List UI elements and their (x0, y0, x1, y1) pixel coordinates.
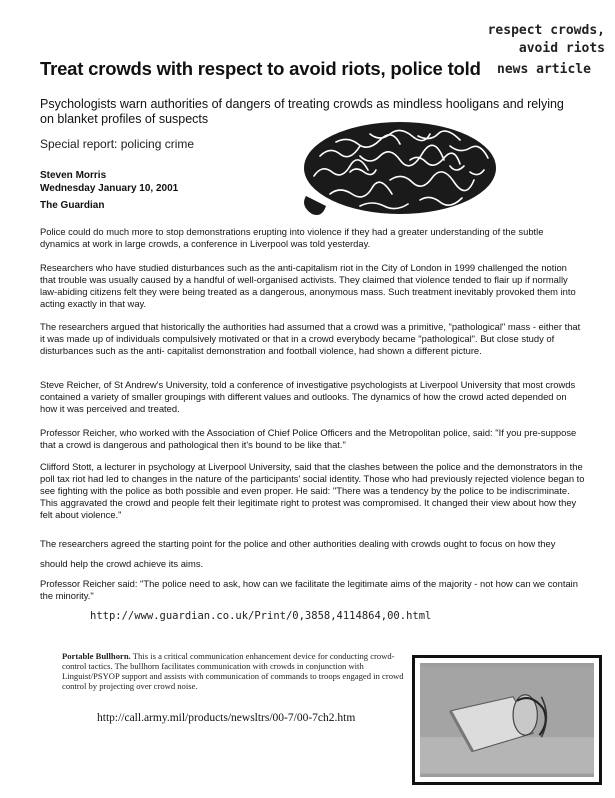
author-name: Steven Morris (40, 170, 107, 181)
section-label: Special report: policing crime (40, 137, 195, 151)
article-paragraph: Professor Reicher said: "The police need to ask, how can we facilitate the legitimate aims of the majority - not how can we contain the minority." (40, 578, 578, 601)
article-paragraph: Clifford Stott, a lecturer in psychology at Liverpool University, said that the clashes between the police and the demonstrators in the poll tax riot had led to changes in the nature of the participants' social identity. Those who had previously rejected violence began to see fighting with the police as both possible and even proper. He said: "There was a tendency by the police to be indiscriminate. This aggravated the crowd and people felt their legitimate right to protest was compromised. It changed their view about how they felt about violence." (40, 461, 585, 520)
article-paragraph: The researchers agreed the starting point for the police and other authorities dealing with crowds ought to focus on how they should help the crowd achieve its aims. (40, 538, 556, 569)
byline (40, 169, 178, 212)
source-url[interactable]: http://www.guardian.co.uk/Print/0,3858,4114864,00.html (90, 610, 432, 622)
article-paragraph: Professor Reicher, who worked with the Association of Chief Police Officers and the Metropolitan police, said: "If you pre-suppose that a crowd is dangerous and pathological then it's bound to be like that." (40, 427, 577, 450)
topic-tag-line: respect crowds, (487, 23, 605, 38)
bullhorn-title: Portable Bullhorn. (62, 651, 131, 661)
bullhorn-icon (420, 663, 594, 777)
bullhorn-source-url[interactable]: http://call.army.mil/products/newsltrs/00-7/00-7ch2.htm (97, 712, 356, 724)
bullhorn-text: This is a critical communication enhancement device for conducting crowd-control tactics. The bullhorn facilitates communication with crowds in conjunction with Linguist/PSYOP support and assists with communication of commands to troops engaged in crowd control by projecting over crowd noise. (62, 651, 404, 691)
topic-tag (488, 22, 605, 58)
article-paragraph: The researchers argued that historically the authorities had assumed that a crowd was a primitive, "pathological" mass - either that it was made up of individuals compulsively motivated or that in a crowd everybody became "pathological". But close study of disturbances such as the anti- capitalist demonstration and football violence, had shown a different picture. (40, 321, 581, 356)
brain-illustration (300, 116, 500, 218)
article-subheadline: Psychologists warn authorities of dangers of treating crowds as mindless hooligans and relying on blanket profiles of suspects (40, 97, 564, 126)
bullhorn-photo-image (420, 663, 594, 777)
article-paragraph: Police could do much more to stop demonstrations erupting into violence if they had a greater understanding of the subtle dynamics at work in large crowds, a conference in Liverpool was told yesterday. (40, 226, 544, 249)
article-paragraph: Researchers who have studied disturbances such as the anti-capitalism riot in the City of London in 1999 challenged the notion that trouble was usually caused by a handful of well-organised activists. They claimed that violence tended to flair up if normally law-abiding citizens felt they were being treated as a dangerous, anonymous mass. Such treatment inevitably provoked them into acting exactly in that way. (40, 262, 576, 309)
article-paragraph: Steve Reicher, of St Andrew's University, told a conference of investigative psychologists at Liverpool University that most crowds contained a variety of smaller groupings with different values and outlooks. The dynamics of how the crowd acted depended on how it was perceived and treated. (40, 379, 576, 414)
bullhorn-description (62, 651, 408, 691)
news-article-tag: news article (497, 62, 591, 77)
bullhorn-photo (412, 655, 602, 785)
article-headline: Treat crowds with respect to avoid riots, police told (40, 58, 481, 79)
article-date: Wednesday January 10, 2001 (40, 183, 179, 194)
publication-name: The Guardian (40, 200, 105, 211)
topic-tag-line: avoid riots (518, 41, 605, 56)
